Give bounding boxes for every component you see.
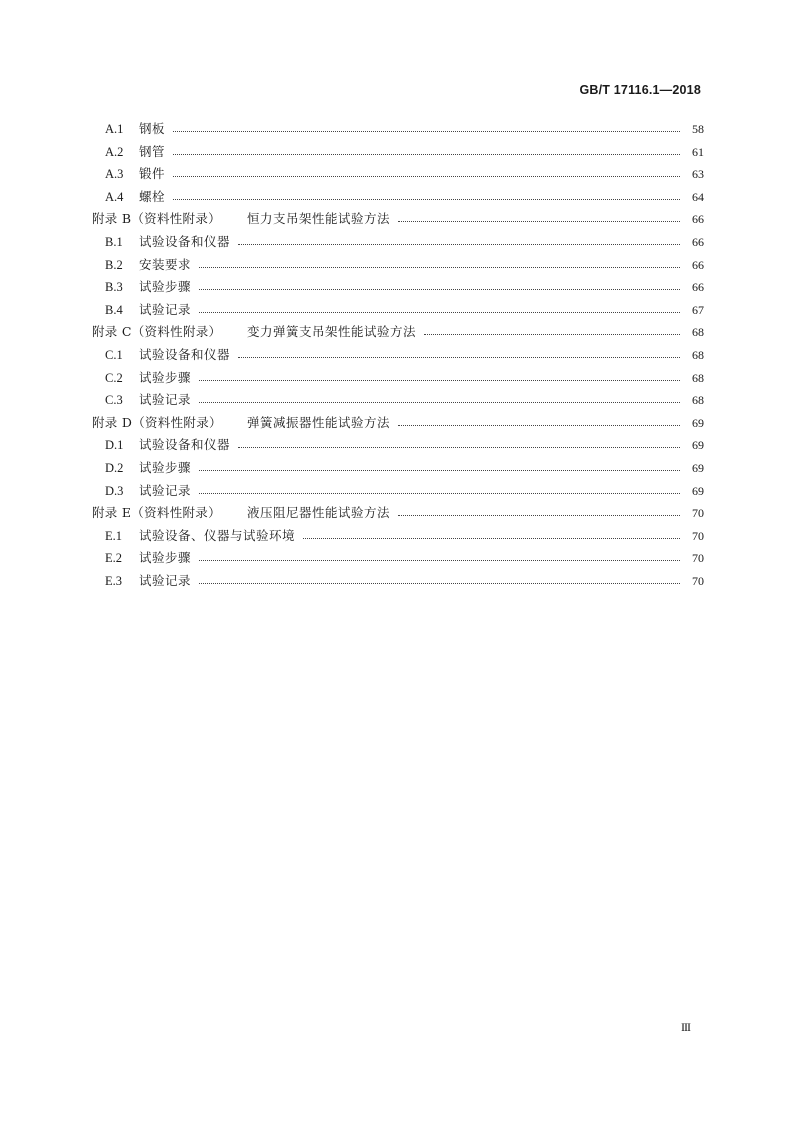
- toc-entry-title: 液压阻尼器性能试验方法: [247, 505, 391, 521]
- toc-entry-page: 70: [692, 506, 704, 521]
- toc-section-entry[interactable]: [0, 368, 793, 388]
- toc-entry-title: 螺栓: [139, 188, 166, 204]
- toc-entry-title: 试验记录: [139, 573, 192, 588]
- toc-annex-entry[interactable]: [0, 503, 793, 523]
- toc-dot-leader: [199, 267, 680, 268]
- toc-dot-leader: [173, 154, 680, 155]
- toc-entry-page: 66: [692, 257, 704, 272]
- toc-dot-leader: [303, 538, 680, 539]
- toc-dot-leader: [173, 131, 680, 132]
- toc-entry-page: 69: [692, 438, 704, 453]
- toc-entry-page: 66: [692, 235, 704, 249]
- toc-entry-page: 69: [692, 415, 704, 430]
- toc-dot-leader: [199, 560, 680, 561]
- toc-entry-title: 试验设备和仪器: [139, 234, 231, 249]
- toc-entry-page: 64: [692, 189, 704, 204]
- toc-dot-leader: [173, 176, 680, 177]
- toc-entry-number: A.1: [105, 122, 124, 136]
- toc-entry-number: A.4: [105, 189, 124, 204]
- toc-entry-number: B.3: [105, 280, 123, 295]
- toc-entry-number: E.1: [105, 528, 123, 543]
- toc-entry-title: 试验记录: [139, 301, 192, 317]
- toc-entry-title: 安装要求: [139, 256, 192, 272]
- toc-entry-page: 68: [692, 370, 704, 385]
- toc-dot-leader: [199, 312, 680, 313]
- toc-section-entry[interactable]: [0, 548, 793, 568]
- toc-entry-number: 附录 E（资料性附录）: [92, 505, 221, 521]
- toc-entry-title: 试验记录: [139, 392, 192, 408]
- toc-dot-leader: [199, 470, 680, 471]
- toc-entry-title: 试验设备、仪器与试验环境: [139, 527, 296, 543]
- toc-entry-number: C.2: [105, 370, 123, 385]
- toc-entry-title: 试验记录: [139, 482, 192, 498]
- toc-entry-page: 66: [692, 212, 704, 227]
- toc-dot-leader: [238, 244, 680, 245]
- toc-entry-page: 66: [692, 280, 704, 295]
- toc-entry-number: D.1: [105, 438, 124, 453]
- toc-entry-page: 69: [692, 483, 704, 498]
- toc-entry-number: B.1: [105, 235, 123, 249]
- toc-entry-title: 试验步骤: [139, 550, 192, 566]
- toc-entry-number: A.2: [105, 144, 124, 159]
- toc-section-entry[interactable]: [0, 142, 793, 162]
- toc-entry-title: 试验步骤: [139, 369, 192, 385]
- toc-entry-number: 附录 B（资料性附录）: [92, 211, 221, 227]
- toc-entry-title: 钢板: [139, 121, 166, 136]
- toc-entry-number: 附录 D（资料性附录）: [92, 414, 222, 430]
- toc-entry-number: 附录 C（资料性附录）: [92, 324, 222, 340]
- toc-section-entry[interactable]: [0, 277, 793, 297]
- toc-dot-leader: [424, 334, 680, 335]
- toc-annex-entry[interactable]: [0, 413, 793, 433]
- toc-annex-entry[interactable]: [0, 209, 793, 229]
- toc-entry-title: 锻件: [139, 166, 166, 182]
- toc-section-entry[interactable]: [0, 481, 793, 501]
- toc-entry-title: 恒力支吊架性能试验方法: [247, 211, 391, 227]
- toc-section-entry[interactable]: [0, 255, 793, 275]
- toc-section-entry[interactable]: [0, 435, 793, 455]
- toc-section-entry[interactable]: [0, 458, 793, 478]
- toc-entry-title: 钢管: [139, 143, 166, 159]
- toc-entry-page: 63: [692, 167, 704, 182]
- toc-dot-leader: [238, 357, 680, 358]
- toc-entry-page: 70: [692, 528, 704, 543]
- toc-entry-number: B.2: [105, 257, 123, 272]
- toc-entry-page: 68: [692, 325, 704, 340]
- toc-entry-page: 68: [692, 393, 704, 408]
- toc-section-entry[interactable]: [0, 164, 793, 184]
- toc-section-entry[interactable]: [0, 300, 793, 320]
- standard-number-header: GB/T 17116.1—2018: [579, 83, 701, 97]
- page-number: III: [681, 1020, 690, 1034]
- toc-entry-page: 61: [692, 144, 704, 159]
- toc-section-entry[interactable]: [0, 187, 793, 207]
- toc-entry-title: 试验设备和仪器: [139, 437, 231, 453]
- toc-entry-number: C.3: [105, 393, 123, 408]
- toc-entry-page: 67: [692, 302, 704, 317]
- toc-dot-leader: [199, 493, 680, 494]
- toc-entry-title: 试验步骤: [139, 279, 192, 295]
- toc-entry-number: A.3: [105, 167, 124, 182]
- toc-entry-number: D.2: [105, 461, 124, 475]
- toc-entry-number: B.4: [105, 302, 123, 317]
- toc-entry-page: 58: [692, 122, 704, 136]
- toc-dot-leader: [398, 515, 680, 516]
- toc-section-entry[interactable]: [0, 119, 793, 139]
- toc-entry-number: D.3: [105, 483, 124, 498]
- toc-section-entry[interactable]: [0, 526, 793, 546]
- toc-entry-title: 变力弹簧支吊架性能试验方法: [247, 324, 417, 340]
- toc-section-entry[interactable]: [0, 345, 793, 365]
- toc-dot-leader: [199, 289, 680, 290]
- toc-section-entry[interactable]: [0, 390, 793, 410]
- toc-entry-title: 弹簧减振器性能试验方法: [247, 414, 391, 430]
- toc-entry-page: 70: [692, 574, 704, 588]
- toc-dot-leader: [238, 447, 680, 448]
- toc-entry-page: 70: [692, 551, 704, 566]
- toc-dot-leader: [398, 221, 680, 222]
- toc-section-entry[interactable]: [0, 232, 793, 252]
- toc-dot-leader: [398, 425, 680, 426]
- toc-entry-title: 试验设备和仪器: [139, 347, 231, 362]
- toc-entry-title: 试验步骤: [139, 460, 192, 475]
- toc-section-entry[interactable]: [0, 571, 793, 591]
- toc-dot-leader: [199, 583, 680, 584]
- toc-entry-number: C.1: [105, 348, 123, 362]
- toc-entry-page: 69: [692, 461, 704, 475]
- toc-entry-number: E.3: [105, 574, 123, 588]
- toc-annex-entry[interactable]: [0, 322, 793, 342]
- toc-entry-page: 68: [692, 348, 704, 362]
- toc-dot-leader: [173, 199, 680, 200]
- toc-entry-number: E.2: [105, 551, 123, 566]
- toc-dot-leader: [199, 380, 680, 381]
- toc-dot-leader: [199, 402, 680, 403]
